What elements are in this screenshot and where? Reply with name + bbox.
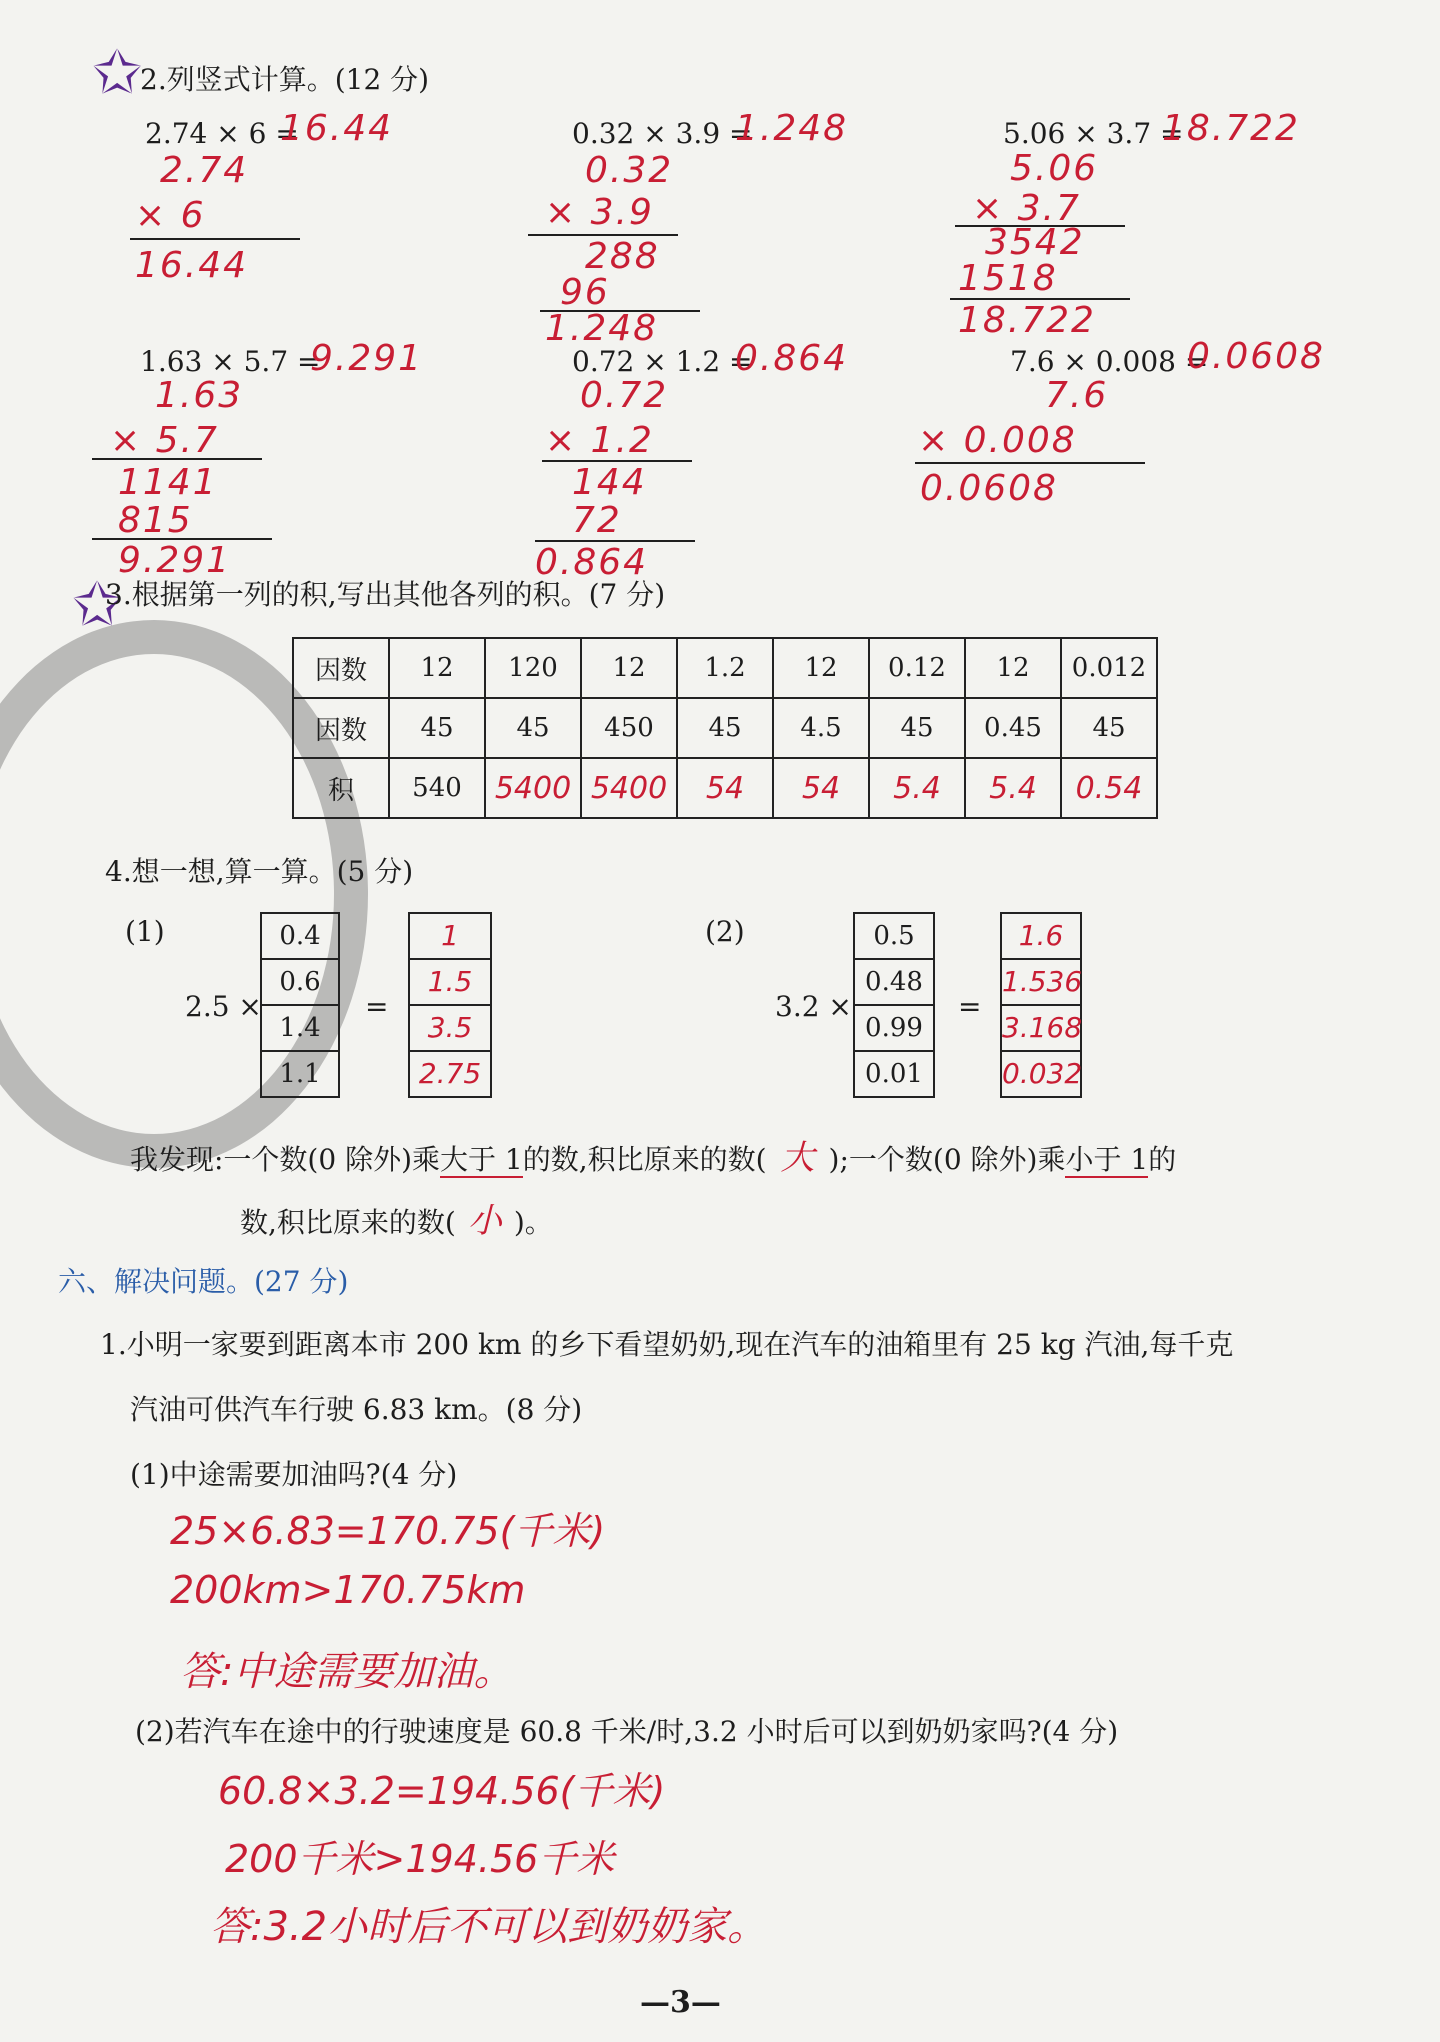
discovery-text: 的数,积比原来的数( bbox=[522, 1143, 767, 1176]
table-cell: 45 bbox=[677, 698, 773, 758]
input-value: 0.01 bbox=[865, 1059, 923, 1089]
table-row bbox=[293, 638, 1157, 698]
q3-table bbox=[292, 637, 1158, 819]
input-value: 1.1 bbox=[279, 1059, 321, 1089]
q4-part1-inputs bbox=[260, 912, 340, 1098]
q4-part1-label: (1) bbox=[125, 915, 165, 948]
input-value: 0.48 bbox=[855, 960, 933, 1006]
answer-value: 3.5 bbox=[410, 1006, 490, 1052]
sub2-work-2: 200千米>194.56千米 bbox=[225, 1837, 615, 1881]
star-mark-icon: ✩ bbox=[72, 570, 123, 640]
equals-sign: = bbox=[958, 990, 982, 1023]
sub-question-1: (1)中途需要加油吗?(4 分) bbox=[130, 1458, 458, 1491]
input-value: 0.6 bbox=[262, 960, 338, 1006]
q2-work-5d: 72 bbox=[572, 500, 622, 541]
q4-part1-answers bbox=[408, 912, 492, 1098]
discovery-answer-1: 大 bbox=[780, 1138, 815, 1178]
input-value: 1.4 bbox=[262, 1006, 338, 1052]
q2-work-3c: 3542 bbox=[985, 222, 1085, 263]
answer-value: 1.5 bbox=[410, 960, 490, 1006]
discovery-text: 数,积比原来的数( bbox=[240, 1206, 456, 1239]
answer-value: 1.6 bbox=[1002, 914, 1080, 960]
table-cell: 12 bbox=[389, 638, 485, 698]
q4-part1-multiplier: 2.5 × bbox=[185, 990, 262, 1023]
table-row bbox=[293, 758, 1157, 818]
q2-work-6c: 0.0608 bbox=[920, 468, 1058, 509]
q2-work-5e: 0.864 bbox=[535, 542, 649, 583]
discovery-text: );一个数(0 除外)乘 bbox=[828, 1143, 1066, 1176]
q2-work-5c: 144 bbox=[572, 462, 647, 503]
input-value: 0.4 bbox=[262, 914, 338, 960]
q2-answer-5: 0.864 bbox=[735, 338, 849, 379]
row-label: 因数 bbox=[293, 638, 389, 698]
discovery-line-2 bbox=[240, 1193, 553, 1242]
page-number: —3— bbox=[640, 1985, 721, 2020]
equals-sign: = bbox=[365, 990, 389, 1023]
answer-cell: 5400 bbox=[581, 758, 677, 818]
q2-work-5a: 0.72 bbox=[580, 375, 669, 416]
q2-answer-4: 9.291 bbox=[310, 338, 424, 379]
q2-work-6b: × 0.008 bbox=[918, 420, 1077, 461]
q2-answer-2: 1.248 bbox=[735, 108, 849, 149]
q2-work-3d: 1518 bbox=[958, 258, 1058, 299]
table-cell: 12 bbox=[773, 638, 869, 698]
table-cell: 12 bbox=[965, 638, 1061, 698]
table-cell: 45 bbox=[389, 698, 485, 758]
answer-value: 2.75 bbox=[418, 1057, 482, 1090]
q2-answer-1: 16.44 bbox=[280, 108, 394, 149]
q4-title: 4.想一想,算一算。(5 分) bbox=[105, 855, 414, 888]
sub2-answer: 答:3.2小时后不可以到奶奶家。 bbox=[210, 1904, 768, 1950]
discovery-key: 小于 1 bbox=[1065, 1143, 1149, 1176]
discovery-text: )。 bbox=[513, 1206, 553, 1239]
answer-value: 0.032 bbox=[1002, 1057, 1083, 1090]
q2-answer-3: 18.722 bbox=[1162, 108, 1300, 149]
q2-work-4a: 1.63 bbox=[155, 375, 244, 416]
q4-part2-inputs bbox=[853, 912, 935, 1098]
q2-work-5b: × 1.2 bbox=[545, 420, 654, 461]
q2-expr-4: 1.63 × 5.7 = bbox=[140, 345, 321, 378]
q2-work-2a: 0.32 bbox=[585, 150, 674, 191]
star-mark-icon: ✩ bbox=[92, 38, 143, 108]
table-cell: 450 bbox=[581, 698, 677, 758]
table-cell: 45 bbox=[1061, 698, 1157, 758]
q2-work-1b: × 6 bbox=[135, 195, 206, 236]
q2-expr-5: 0.72 × 1.2 = bbox=[572, 345, 753, 378]
table-cell: 45 bbox=[485, 698, 581, 758]
discovery-key: 大于 1 bbox=[440, 1143, 523, 1176]
sub1-work-1: 25×6.83=170.75(千米) bbox=[170, 1509, 606, 1553]
q2-work-1a: 2.74 bbox=[160, 150, 249, 191]
discovery-text: 我发现:一个数(0 除外)乘 bbox=[130, 1143, 440, 1176]
q2-title: 2.列竖式计算。(12 分) bbox=[140, 63, 430, 96]
answer-cell: 5.4 bbox=[965, 758, 1061, 818]
discovery-text: 的 bbox=[1148, 1143, 1177, 1176]
q2-work-4e: 9.291 bbox=[118, 540, 232, 581]
problem-1-line-2: 汽油可供汽车行驶 6.83 km。(8 分) bbox=[130, 1393, 583, 1426]
sub1-answer: 答:中途需要加油。 bbox=[180, 1649, 514, 1695]
discovery-answer-2: 小 bbox=[467, 1201, 502, 1241]
q2-expr-1: 2.74 × 6 = bbox=[145, 117, 299, 150]
q2-work-3b: × 3.7 bbox=[972, 188, 1081, 229]
answer-cell: 5400 bbox=[485, 758, 581, 818]
table-cell: 0.12 bbox=[869, 638, 965, 698]
discovery-line-1 bbox=[130, 1130, 1176, 1179]
table-cell: 1.2 bbox=[677, 638, 773, 698]
table-cell: 4.5 bbox=[773, 698, 869, 758]
answer-value: 1 bbox=[410, 914, 490, 960]
q2-work-2e: 1.248 bbox=[545, 308, 659, 349]
answer-cell: 54 bbox=[677, 758, 773, 818]
table-cell: 45 bbox=[869, 698, 965, 758]
input-value: 0.5 bbox=[855, 914, 933, 960]
q2-work-3a: 5.06 bbox=[1010, 148, 1099, 189]
table-cell: 540 bbox=[389, 758, 485, 818]
sub1-work-2: 200km>170.75km bbox=[170, 1568, 526, 1612]
input-value: 0.99 bbox=[855, 1006, 933, 1052]
answer-cell: 54 bbox=[773, 758, 869, 818]
table-cell: 12 bbox=[581, 638, 677, 698]
q2-work-2b: × 3.9 bbox=[545, 192, 654, 233]
table-cell: 0.45 bbox=[965, 698, 1061, 758]
row-label: 积 bbox=[293, 758, 389, 818]
answer-cell: 0.54 bbox=[1061, 758, 1157, 818]
sub-question-2: (2)若汽车在途中的行驶速度是 60.8 千米/时,3.2 小时后可以到奶奶家吗?(4 分) bbox=[135, 1715, 1119, 1748]
q2-answer-6: 0.0608 bbox=[1187, 336, 1325, 377]
answer-value: 1.536 bbox=[1002, 960, 1080, 1006]
q2-expr-3: 5.06 × 3.7 = bbox=[1003, 117, 1184, 150]
q2-work-2c: 288 bbox=[585, 236, 660, 277]
q4-part2-label: (2) bbox=[705, 915, 745, 948]
q2-work-4b: × 5.7 bbox=[110, 420, 219, 461]
q2-expr-2: 0.32 × 3.9 = bbox=[572, 117, 753, 150]
section-title: 六、解决问题。(27 分) bbox=[58, 1265, 349, 1298]
q3-title: 3.根据第一列的积,写出其他各列的积。(7 分) bbox=[105, 578, 666, 611]
answer-value: 3.168 bbox=[1002, 1006, 1080, 1052]
q2-work-1c: 16.44 bbox=[135, 245, 249, 286]
q2-work-2d: 96 bbox=[560, 272, 610, 313]
q2-expr-6: 7.6 × 0.008 = bbox=[1010, 345, 1209, 378]
q4-part2-answers bbox=[1000, 912, 1082, 1098]
sub2-work-1: 60.8×3.2=194.56(千米) bbox=[218, 1769, 666, 1813]
table-row bbox=[293, 698, 1157, 758]
table-cell: 0.012 bbox=[1061, 638, 1157, 698]
q2-work-6a: 7.6 bbox=[1045, 375, 1109, 416]
q2-work-4d: 815 bbox=[118, 500, 193, 541]
answer-cell: 5.4 bbox=[869, 758, 965, 818]
problem-1-line-1: 1.小明一家要到距离本市 200 km 的乡下看望奶奶,现在汽车的油箱里有 25 kg 汽油,每千克 bbox=[100, 1328, 1234, 1361]
row-label: 因数 bbox=[293, 698, 389, 758]
q2-work-3e: 18.722 bbox=[958, 300, 1096, 341]
q2-work-4c: 1141 bbox=[118, 462, 218, 503]
q4-part2-multiplier: 3.2 × bbox=[775, 990, 852, 1023]
table-cell: 120 bbox=[485, 638, 581, 698]
